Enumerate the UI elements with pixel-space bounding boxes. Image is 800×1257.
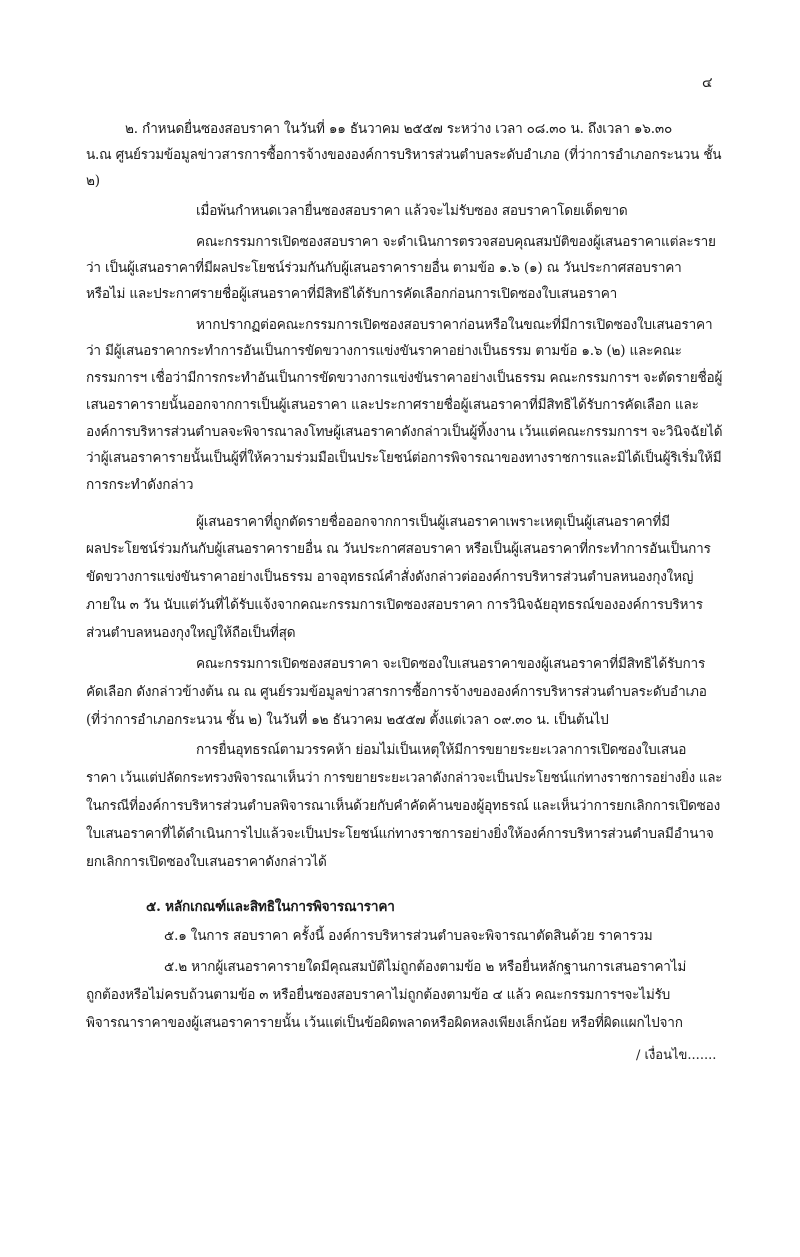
text-line: ๒) xyxy=(86,173,100,189)
continuation-note: / เงื่อนไข....... xyxy=(636,1048,717,1063)
text-line: ๕.๒ หากผู้เสนอราคารายใดมีคุณสมบัติไม่ถูกต้องตามข้อ ๒ หรือยื่นหลักฐานการเสนอราคาไม่ xyxy=(164,959,687,975)
text-line: ในกรณีที่องค์การบริหารส่วนตำบลพิจารณาเห็นด้วยกับคำคัดค้านของผู้อุทธรณ์ และเห็นว่าการยกเลิกการเปิดซอง xyxy=(86,798,721,814)
text-line: พิจารณาราคาของผู้เสนอราคารายนั้น เว้นแต่เป็นข้อผิดพลาดหรือผิดหลงเพียงเล็กน้อย หรือที่ผิดแผกไปจาก xyxy=(86,1015,683,1031)
text-line: ว่า มีผู้เสนอราคากระทำการอันเป็นการขัดขวางการแข่งขันราคาอย่างเป็นธรรม ตามข้อ ๑.๖ (๒) และคณะ xyxy=(86,343,682,359)
text-line: น.ณ ศูนย์รวมข้อมูลข่าวสารการซื้อการจ้างขององค์การบริหารส่วนตำบลระดับอำเภอ (ที่ว่าการอำเภอกระนวน ชั้น xyxy=(86,147,722,163)
text-line: ส่วนตำบลหนองกุงใหญ่ให้ถือเป็นที่สุด xyxy=(86,625,296,641)
text-line: การยื่นอุทธรณ์ตามวรรคห้า ย่อมไม่เป็นเหตุให้มีการขยายระยะเวลาการเปิดซองใบเสนอ xyxy=(196,742,687,758)
text-line: ราคา เว้นแต่ปลัดกระทรวงพิจารณาเห็นว่า การขยายระยะเวลาดังกล่าวจะเป็นประโยชน์แก่ทางราชการอย่างยิ่ง และ xyxy=(86,770,723,786)
text-line: เสนอราคารายนั้นออกจากการเป็นผู้เสนอราคา และประกาศรายชื่อผู้เสนอราคาที่มีสิทธิได้รับการคัดเลือก และ xyxy=(86,397,699,413)
text-line: ผู้เสนอราคาที่ถูกตัดรายชื่อออกจากการเป็นผู้เสนอราคาเพราะเหตุเป็นผู้เสนอราคาที่มี xyxy=(196,514,670,530)
text-line: คณะกรรมการเปิดซองสอบราคา จะดำเนินการตรวจสอบคุณสมบัติของผู้เสนอราคาแต่ละราย xyxy=(196,234,716,250)
section-heading: ๕. หลักเกณฑ์และสิทธิในการพิจารณาราคา xyxy=(146,899,395,915)
text-line: กรรมการฯ เชื่อว่ามีการกระทำอันเป็นการขัดขวางการแข่งขันราคาอย่างเป็นธรรม คณะกรรมการฯ จะตัดรายชื่อผู้ xyxy=(86,370,723,386)
text-line: การกระทำดังกล่าว xyxy=(86,477,194,493)
text-line: องค์การบริหารส่วนตำบลจะพิจารณาลงโทษผู้เสนอราคาดังกล่าวเป็นผู้ทิ้งงาน เว้นแต่คณะกรรมการฯ จะวินิจฉัยได้ xyxy=(86,424,723,440)
text-line: ยกเลิกการเปิดซองใบเสนอราคาดังกล่าวได้ xyxy=(86,854,327,870)
text-line: ถูกต้องหรือไม่ครบถ้วนตามข้อ ๓ หรือยื่นซองสอบราคาไม่ถูกต้องตามข้อ ๔ แล้ว คณะกรรมการฯจะไม่รับ xyxy=(86,987,671,1003)
text-line: คณะกรรมการเปิดซองสอบราคา จะเปิดซองใบเสนอราคาของผู้เสนอราคาที่มีสิทธิได้รับการ xyxy=(196,656,706,672)
text-line: (ที่ว่าการอำเภอกระนวน ชั้น ๒) ในวันที่ ๑๒ ธันวาคม ๒๕๕๗ ตั้งแต่เวลา ๐๙.๓๐ น. เป็นต้นไป xyxy=(86,712,609,728)
text-line: หากปรากฏต่อคณะกรรมการเปิดซองสอบราคาก่อนหรือในขณะที่มีการเปิดซองใบเสนอราคา xyxy=(196,317,713,333)
text-line: ๕.๑ ในการ สอบราคา ครั้งนี้ องค์การบริหารส่วนตำบลจะพิจารณาตัดสินด้วย ราคารวม xyxy=(164,928,653,944)
text-line: หรือไม่ และประกาศรายชื่อผู้เสนอราคาที่มีสิทธิได้รับการคัดเลือกก่อนการเปิดซองใบเสนอราคา xyxy=(86,286,618,302)
text-line: ใบเสนอราคาที่ได้ดำเนินการไปแล้วจะเป็นประโยชน์แก่ทางราชการอย่างยิ่งให้องค์การบริหารส่วนตำบลมีอำนาจ xyxy=(86,826,714,842)
text-line: เมื่อพ้นกำหนดเวลายื่นซองสอบราคา แล้วจะไม่รับซอง สอบราคาโดยเด็ดขาด xyxy=(196,203,628,219)
text-line: ว่าผู้เสนอราคารายนั้นเป็นผู้ที่ให้ความร่วมมือเป็นประโยชน์ต่อการพิจารณาของทางราชการและมิได้เป็นผู้ริเริ่มให้มี xyxy=(86,450,722,466)
text-line: ๒. กำหนดยื่นซองสอบราคา ในวันที่ ๑๑ ธันวาคม ๒๕๕๗ ระหว่าง เวลา ๐๘.๓๐ น. ถึงเวลา ๑๖.๓๐ xyxy=(125,121,673,137)
text-line: ขัดขวางการแข่งขันราคาอย่างเป็นธรรม อาจอุทธรณ์คำสั่งดังกล่าวต่อองค์การบริหารส่วนตำบลหนองกุงใหญ่ xyxy=(86,569,694,585)
text-line: คัดเลือก ดังกล่าวข้างต้น ณ ณ ศูนย์รวมข้อมูลข่าวสารการซื้อการจ้างขององค์การบริหารส่วนตำบลระดับอำเภอ xyxy=(86,684,707,700)
text-line: ภายใน ๓ วัน นับแต่วันที่ได้รับแจ้งจากคณะกรรมการเปิดซองสอบราคา การวินิจฉัยอุทธรณ์ขององค์การบริหาร xyxy=(86,597,703,613)
text-line: ผลประโยชน์ร่วมกันกับผู้เสนอราคารายอื่น ณ วันประกาศสอบราคา หรือเป็นผู้เสนอราคาที่กระทำการอันเป็นการ xyxy=(86,541,711,557)
text-line: ว่า เป็นผู้เสนอราคาที่มีผลประโยชน์ร่วมกันกับผู้เสนอราคารายอื่น ตามข้อ ๑.๖ (๑) ณ วันประกาศสอบราคา xyxy=(86,260,682,276)
page-number: ๔ xyxy=(702,75,713,91)
